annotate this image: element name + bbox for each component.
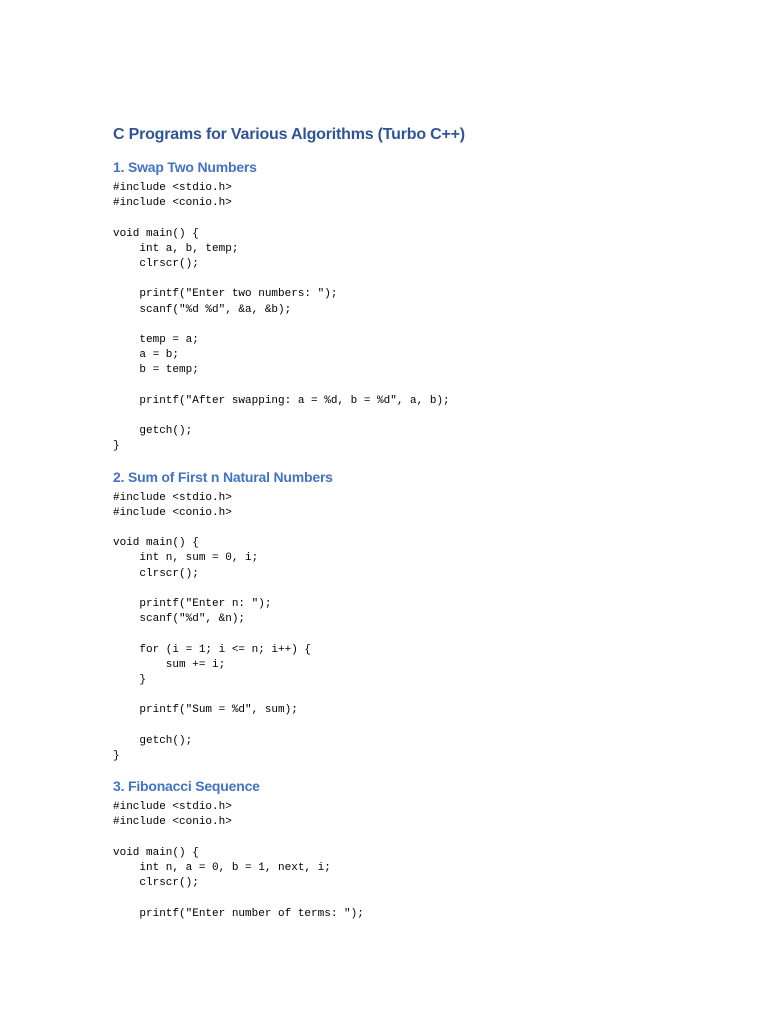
code-line: int n, a = 0, b = 1, next, i; [113,861,331,874]
code-line: getch(); [113,734,193,747]
code-line: scanf("%d %d", &a, &b); [113,303,292,316]
code-line [113,719,768,734]
code-line: void main() { [113,227,199,240]
code-line [113,379,768,394]
code-line: temp = a; [113,333,199,346]
code-line: #include <conio.h> [113,506,232,519]
code-line [113,831,768,846]
code-line: getch(); [113,425,193,438]
code-line: #include <conio.h> [113,816,232,829]
code-line [113,688,768,703]
code-line [113,521,768,536]
code-line: } [113,440,120,453]
code-line: printf("Enter n: "); [113,597,272,610]
code-line: void main() { [113,537,199,550]
code-line: int a, b, temp; [113,242,239,255]
code-line: } [113,749,120,762]
section-sum-natural-numbers [113,467,768,765]
section-heading: 2. Sum of First n Natural Numbers [113,468,333,485]
code-block [113,491,768,765]
code-line: #include <stdio.h> [113,801,232,814]
code-line [113,272,768,287]
code-line: scanf("%d", &n); [113,613,246,626]
code-line: printf("Enter two numbers: "); [113,288,338,301]
code-line: void main() { [113,846,199,859]
code-line [113,211,768,226]
section-fibonacci-sequence [113,776,768,922]
code-line: } [113,673,147,686]
code-line: #include <stdio.h> [113,491,232,504]
code-line: for (i = 1; i <= n; i++) { [113,643,312,656]
code-block [113,800,768,922]
code-line: clrscr(); [113,567,199,580]
code-block [113,181,768,455]
code-line: #include <stdio.h> [113,182,232,194]
code-line: clrscr(); [113,258,199,270]
code-line [113,582,768,597]
code-line: printf("After swapping: a = %d, b = %d", a, b); [113,394,450,407]
code-line [113,318,768,333]
code-line: printf("Enter number of terms: "); [113,907,364,920]
code-line: clrscr(); [113,877,199,890]
document-title: C Programs for Various Algorithms (Turbo C++) [113,126,465,143]
code-line [113,409,768,424]
code-line: sum += i; [113,658,226,671]
code-line: printf("Sum = %d", sum); [113,704,298,717]
code-line: int n, sum = 0, i; [113,552,259,565]
code-line [113,891,768,906]
code-line: #include <conio.h> [113,197,232,210]
code-line: a = b; [113,349,180,362]
code-line: b = temp; [113,364,199,377]
section-heading: 3. Fibonacci Sequence [113,778,260,795]
section-swap-two-numbers [113,157,768,455]
code-line [113,627,768,642]
section-heading: 1. Swap Two Numbers [113,159,257,175]
